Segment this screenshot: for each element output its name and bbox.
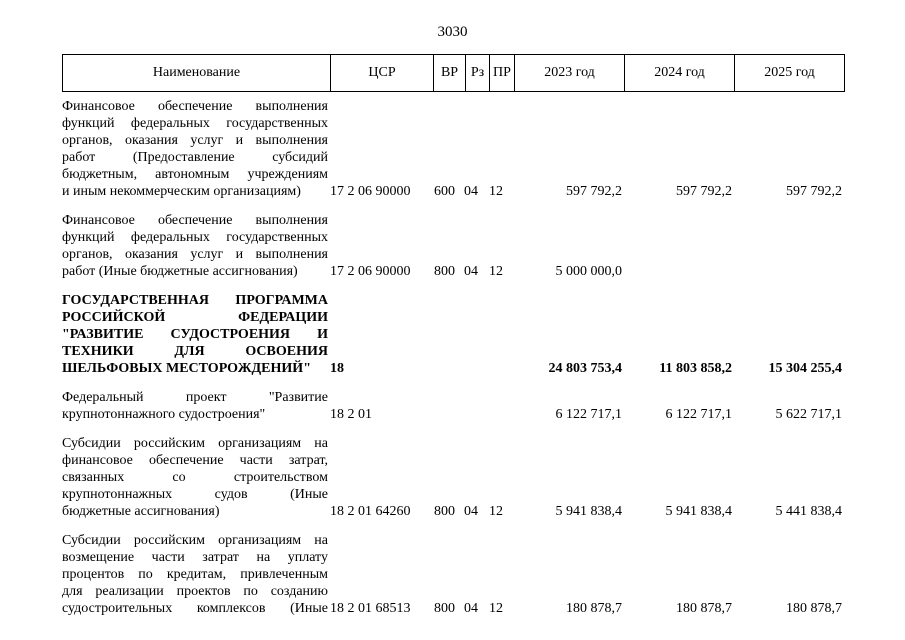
row-name-line: органов, оказания услуг и выполнения — [62, 133, 328, 148]
row-name-line: РОССИЙСКОЙ ФЕДЕРАЦИИ — [62, 310, 328, 325]
row-rz: 04 — [464, 184, 478, 199]
row-name-line: ТЕХНИКИ ДЛЯ ОСВОЕНИЯ — [62, 344, 328, 359]
row-pr: 12 — [489, 601, 503, 616]
row-name-line: функций федеральных государственных — [62, 230, 328, 245]
header-name: Наименование — [63, 55, 331, 92]
row-2024: 5 941 838,4 — [665, 504, 732, 519]
row-2025: 15 304 255,4 — [768, 361, 842, 376]
header-2025: 2025 год — [735, 55, 845, 92]
row-pr: 12 — [489, 184, 503, 199]
header-csr: ЦСР — [331, 55, 434, 92]
row-name-line: крупнотоннажных судов (Иные — [62, 487, 328, 502]
row-2023: 597 792,2 — [566, 184, 622, 199]
row-csr: 18 2 01 68513 — [330, 601, 411, 616]
row-name-line: бюджетные ассигнования) — [62, 504, 220, 519]
row-name-line: процентов по кредитам, привлеченным — [62, 567, 328, 582]
row-csr: 18 2 01 64260 — [330, 504, 411, 519]
table-row — [62, 98, 842, 200]
row-name-line: связанных со строительством — [62, 470, 328, 485]
table-row — [62, 212, 842, 280]
row-2024: 6 122 717,1 — [665, 407, 732, 422]
table-body — [62, 98, 842, 629]
row-name-line: ГОСУДАРСТВЕННАЯ ПРОГРАММА — [62, 293, 328, 308]
row-name-line: крупнотоннажного судостроения" — [62, 407, 266, 422]
row-pr: 12 — [489, 264, 503, 279]
row-2023: 24 803 753,4 — [548, 361, 622, 376]
row-csr: 18 — [330, 361, 344, 376]
row-name-line: для реализации проектов по созданию — [62, 584, 328, 599]
row-rz: 04 — [464, 601, 478, 616]
page-number: 3030 — [437, 24, 468, 40]
table-row — [62, 532, 842, 617]
row-name-line: финансовое обеспечение части затрат, — [62, 453, 328, 468]
row-2023: 5 000 000,0 — [555, 264, 622, 279]
row-2024: 180 878,7 — [676, 601, 732, 616]
row-2025: 5 622 717,1 — [775, 407, 842, 422]
row-name-line: Субсидии российским организациям на — [62, 533, 328, 548]
row-name-line: работ (Предоставление субсидий — [62, 150, 328, 165]
row-name — [62, 98, 328, 200]
row-csr: 17 2 06 90000 — [330, 264, 411, 279]
row-name-line: функций федеральных государственных — [62, 116, 328, 131]
row-2025: 597 792,2 — [786, 184, 842, 199]
row-vr: 800 — [434, 264, 455, 279]
row-name-line: Финансовое обеспечение выполнения — [62, 213, 328, 228]
row-name — [62, 389, 328, 423]
row-name-line: и иным некоммерческим организациям) — [62, 184, 301, 199]
row-name-line: возмещение части затрат на уплату — [62, 550, 328, 565]
row-2024: 11 803 858,2 — [659, 361, 732, 376]
row-csr: 17 2 06 90000 — [330, 184, 411, 199]
row-2023: 5 941 838,4 — [555, 504, 622, 519]
row-pr: 12 — [489, 504, 503, 519]
row-csr: 18 2 01 — [330, 407, 372, 422]
row-name — [62, 532, 328, 617]
header-rz: Рз — [466, 55, 490, 92]
row-name-line: "РАЗВИТИЕ СУДОСТРОЕНИЯ И — [62, 327, 328, 342]
row-name — [62, 292, 328, 377]
row-2024: 597 792,2 — [676, 184, 732, 199]
row-name-line: работ (Иные бюджетные ассигнования) — [62, 264, 298, 279]
row-2023: 180 878,7 — [566, 601, 622, 616]
row-name-line: Федеральный проект "Развитие — [62, 390, 328, 405]
row-name-line: органов, оказания услуг и выполнения — [62, 247, 328, 262]
row-name — [62, 435, 328, 520]
header-2024: 2024 год — [625, 55, 735, 92]
row-rz: 04 — [464, 504, 478, 519]
header-2023: 2023 год — [515, 55, 625, 92]
table-row — [62, 292, 842, 377]
row-name-line: Финансовое обеспечение выполнения — [62, 99, 328, 114]
row-name-line: Субсидии российским организациям на — [62, 436, 328, 451]
header-vr: ВР — [434, 55, 466, 92]
row-vr: 800 — [434, 601, 455, 616]
header-pr: ПР — [490, 55, 515, 92]
row-rz: 04 — [464, 264, 478, 279]
row-name-line: судостроительных комплексов (Иные — [62, 601, 328, 616]
row-2023: 6 122 717,1 — [555, 407, 622, 422]
row-vr: 800 — [434, 504, 455, 519]
row-2025: 5 441 838,4 — [775, 504, 842, 519]
row-name-line: бюджетным, автономным учреждениям — [62, 167, 328, 182]
row-vr: 600 — [434, 184, 455, 199]
table-header — [62, 54, 845, 92]
table-row — [62, 389, 842, 423]
table-row — [62, 435, 842, 520]
row-name-line: ШЕЛЬФОВЫХ МЕСТОРОЖДЕНИЙ" — [62, 361, 311, 376]
row-2025: 180 878,7 — [786, 601, 842, 616]
row-name — [62, 212, 328, 280]
